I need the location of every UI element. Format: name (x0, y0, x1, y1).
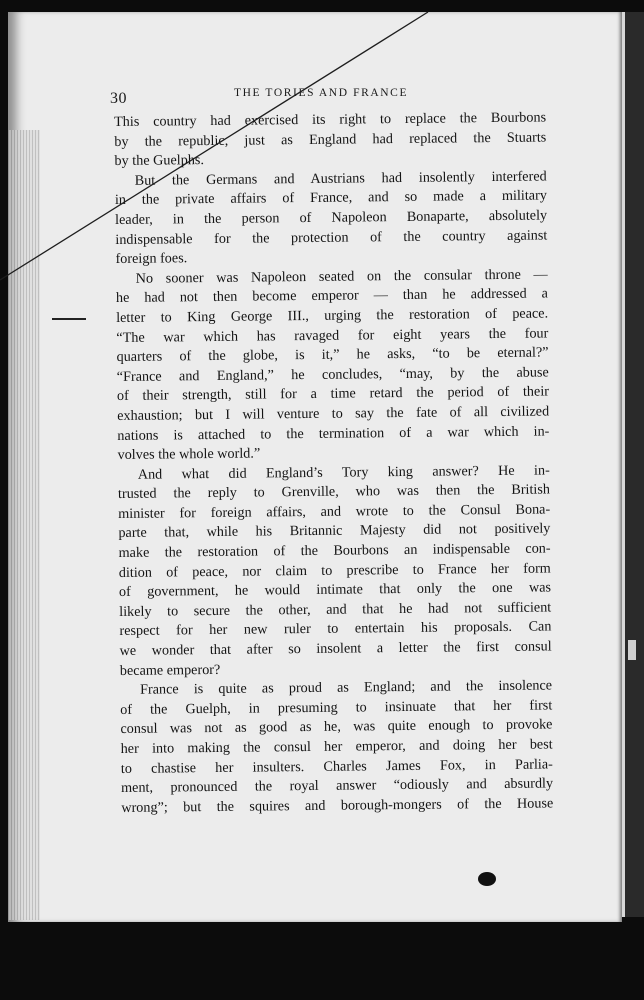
text-line: indispensable for the protection of the country against (115, 227, 548, 248)
text-line: This country had exercised its right to replace the Bourbons (114, 109, 547, 130)
text-line: leader, in the person of Napoleon Bonaparte, absolutely (115, 207, 548, 228)
text-line: letter to King George III., urging the restoration of peace. (116, 305, 549, 326)
text-line: consul was not as good as he, was quite enough to provoke (120, 716, 553, 738)
text-line: make the restoration of the Bourbons an indispensable con- (118, 540, 551, 562)
text-line: “The war which has ravaged for eight years the four (116, 324, 549, 346)
text-line: minister for foreign affairs, and wrote to the Consul Bona- (118, 501, 551, 522)
text-line: foreign foes. (115, 250, 188, 268)
diagonal-mark (0, 12, 428, 280)
text-line: we wonder that after so insolent a letter the first consul (119, 638, 552, 660)
text-line: quarters of the globe, is it,” he asks, “to be eternal?” (116, 344, 549, 366)
text-line: by the republic, just as England had replaced the Stuarts (114, 129, 547, 150)
text-line: parte that, while his Britannic Majesty did not positively (118, 520, 551, 542)
text-line: volves the whole world.” (117, 445, 261, 464)
text-line: dition of peace, nor claim to prescribe to France her form (118, 560, 551, 581)
text-line: No sooner was Napoleon seated on the consular throne — (135, 266, 548, 287)
text-line: in the private affairs of France, and so made a military (114, 187, 547, 209)
margin-dash-mark (52, 318, 86, 320)
text-line: became emperor? (119, 661, 221, 679)
text-line: to chastise her insulters. Charles James Fox, in Parlia- (120, 756, 553, 777)
text-line: ment, pronounced the royal answer “odiously and absurdly (120, 775, 554, 797)
text-line: her into making the consul her emperor, and doing her best (120, 736, 553, 757)
page-number: 30 (110, 90, 127, 107)
edge-mark (628, 640, 636, 660)
text-line: of the Guelph, in presuming to insinuate that her first (120, 697, 553, 718)
running-title: THE TORIES AND FRANCE (234, 87, 409, 99)
text-line: France is quite as proud as England; and the insolence (139, 677, 553, 698)
text-line: nations is attached to the termination of a war which in- (117, 422, 550, 444)
text-line: exhaustion; but I will venture to say the fate of all civilized (117, 403, 550, 424)
text-line: of government, he would intimate that only the one was (118, 579, 552, 601)
ink-blot (478, 872, 496, 886)
text-line: wrong”; but the squires and borough-mongers of the House (121, 795, 554, 816)
text-line: But the Germans and Austrians had insolently interfered (134, 168, 547, 189)
text-line: by the Guelphs. (114, 152, 205, 170)
text-line: trusted the reply to Grenville, who was then the British (117, 481, 551, 503)
text-line: “France and England,” he concludes, “may, by the abuse (116, 364, 549, 385)
text-line: likely to secure the other, and that he had not sufficient (119, 599, 552, 620)
text-line: of their strength, still for a time retard the period of their (116, 383, 550, 405)
text-line: respect for her new ruler to entertain his proposals. Can (119, 618, 552, 640)
text-line: he had not then become emperor — than he addressed a (115, 285, 549, 307)
text-line: And what did England’s Tory king answer? He in- (137, 462, 550, 483)
